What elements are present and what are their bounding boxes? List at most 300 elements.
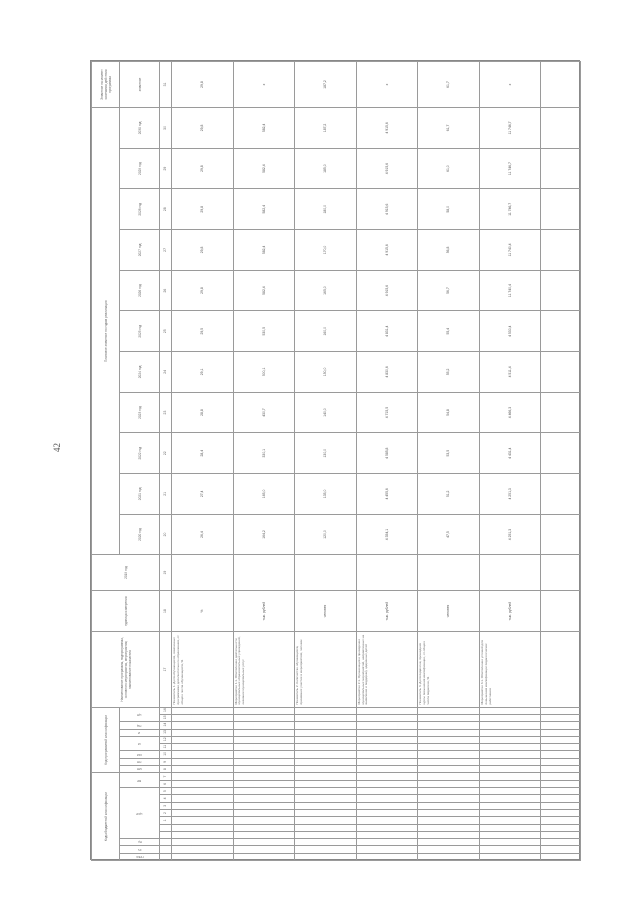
row-year-value: 164,2 xyxy=(233,514,295,555)
row-year-value: 29,8 xyxy=(172,148,234,189)
code-cell xyxy=(233,795,295,802)
code-cell xyxy=(172,773,234,780)
code-cell xyxy=(418,788,480,795)
column-index-cell: 13 xyxy=(160,729,172,736)
row-year-value: 29,1 xyxy=(172,352,234,393)
row-year-value: 582,4 xyxy=(233,189,295,230)
row-year-value: 4 354,1 xyxy=(356,514,418,555)
row-year-value: 4 251,3 xyxy=(479,514,541,555)
row-year-value xyxy=(541,108,581,149)
code-cell xyxy=(479,707,541,714)
code-cell xyxy=(541,744,581,751)
row-year-value xyxy=(541,230,581,271)
budget-classification-header: Коды бюджетной классификации xyxy=(92,773,120,861)
column-index-cell: 27 xyxy=(160,230,172,271)
row-year-value: 11 740,4 xyxy=(479,230,541,271)
table-row xyxy=(233,62,295,861)
col-pr-header: Пр xyxy=(137,840,142,845)
row-year-value: 4 831,4 xyxy=(356,311,418,352)
code-cell xyxy=(295,817,357,824)
row-base-value xyxy=(172,555,234,590)
row-year-value xyxy=(541,148,581,189)
code-cell xyxy=(418,722,480,729)
col-csr-header: ЦСР xyxy=(136,811,143,816)
code-cell xyxy=(233,744,295,751)
row-final-value xyxy=(541,62,581,108)
code-cell xyxy=(541,831,581,838)
code-cell xyxy=(356,795,418,802)
row-year-value: 120,0 xyxy=(295,514,357,555)
page-number: 42 xyxy=(52,443,62,452)
row-year-value: 29,8 xyxy=(172,189,234,230)
code-cell xyxy=(356,766,418,773)
program-indicators-table xyxy=(91,61,581,861)
column-index-cell: 2 xyxy=(160,809,172,816)
code-cell xyxy=(479,795,541,802)
code-cell xyxy=(541,853,581,860)
row-final-value: х xyxy=(356,62,418,108)
code-cell xyxy=(356,780,418,787)
row-base-value xyxy=(479,555,541,590)
code-cell xyxy=(418,831,480,838)
final-sub-header: значение xyxy=(120,62,160,108)
code-cell xyxy=(418,751,480,758)
code-cell xyxy=(479,736,541,743)
code-cell xyxy=(295,846,357,853)
row-year-value: 185,0 xyxy=(295,148,357,189)
row-year-value xyxy=(541,311,581,352)
row-description: Мероприятие 2.1. Организация и проведение муниципальных мероприятий, направленных на выявление и поддержку одаренных детей xyxy=(356,632,418,707)
table-row xyxy=(295,62,357,861)
row-year-value: 530,5 xyxy=(233,311,295,352)
code-cell xyxy=(356,846,418,853)
column-index-cell: 19 xyxy=(160,555,172,590)
code-cell xyxy=(233,773,295,780)
code-cell xyxy=(479,744,541,751)
row-year-value: 165,0 xyxy=(295,270,357,311)
row-unit: тыс. рублей xyxy=(233,590,295,632)
row-year-value: 4 530,4 xyxy=(479,311,541,352)
row-year-value: 11 746,7 xyxy=(479,189,541,230)
code-cell xyxy=(233,846,295,853)
col-m-header: М xyxy=(138,742,141,747)
code-cell xyxy=(541,722,581,729)
code-cell xyxy=(541,846,581,853)
code-cell xyxy=(356,817,418,824)
code-cell xyxy=(356,853,418,860)
row-unit: человек xyxy=(295,590,357,632)
row-unit: % xyxy=(172,590,234,632)
code-cell xyxy=(541,729,581,736)
code-cell xyxy=(479,780,541,787)
code-cell xyxy=(172,744,234,751)
column-index-cell: 22 xyxy=(160,433,172,474)
code-cell xyxy=(479,729,541,736)
code-cell xyxy=(295,714,357,721)
code-cell xyxy=(356,831,418,838)
column-index-cell: 6 xyxy=(160,780,172,787)
row-year-value xyxy=(541,474,581,515)
code-cell xyxy=(233,788,295,795)
row-year-value: 28,8 xyxy=(172,392,234,433)
row-year-value: 11 740,4 xyxy=(479,270,541,311)
column-index-cell: 15 xyxy=(160,714,172,721)
code-cell xyxy=(479,846,541,853)
code-cell xyxy=(295,744,357,751)
row-year-value: 29,8 xyxy=(172,230,234,271)
code-cell xyxy=(418,744,480,751)
code-cell xyxy=(233,714,295,721)
column-index-cell xyxy=(160,846,172,853)
base-year-header: 2019 год xyxy=(92,555,160,590)
code-cell xyxy=(541,751,581,758)
row-year-value: 54,8 xyxy=(418,392,480,433)
row-year-value xyxy=(541,352,581,393)
code-cell xyxy=(233,780,295,787)
row-year-value: 4 431,4 xyxy=(479,433,541,474)
code-cell xyxy=(233,802,295,809)
code-cell xyxy=(479,809,541,816)
table-row xyxy=(541,62,581,861)
row-year-value: 47,5 xyxy=(418,514,480,555)
row-year-value: 56,7 xyxy=(418,270,480,311)
row-description: Показатель 2. Количество обучающихся, принявших участие в мероприятиях, человек xyxy=(295,632,357,707)
row-year-value: 330,1 xyxy=(233,433,295,474)
column-index-cell xyxy=(160,824,172,831)
code-cell xyxy=(233,853,295,860)
row-year-value: 29,5 xyxy=(172,311,234,352)
row-year-value: 29,8 xyxy=(172,270,234,311)
row-year-value: 4 585,8 xyxy=(356,433,418,474)
code-cell xyxy=(418,758,480,765)
code-cell xyxy=(541,773,581,780)
row-unit xyxy=(541,590,581,632)
code-cell xyxy=(172,824,234,831)
code-cell xyxy=(356,839,418,846)
row-year-value xyxy=(541,189,581,230)
code-cell xyxy=(541,707,581,714)
code-cell xyxy=(172,729,234,736)
row-description xyxy=(541,632,581,707)
final-value-header: Значение на момент окончания действия программы xyxy=(92,62,120,108)
column-index-cell: 16 xyxy=(160,707,172,714)
code-cell xyxy=(418,824,480,831)
code-cell xyxy=(295,722,357,729)
column-index-cell: 7 xyxy=(160,773,172,780)
code-cell xyxy=(541,839,581,846)
planned-values-header: Плановое значение по годам реализации xyxy=(92,108,120,555)
row-final-value: 187,2 xyxy=(295,62,357,108)
row-year-value xyxy=(541,514,581,555)
row-final-value: х xyxy=(479,62,541,108)
code-cell xyxy=(418,802,480,809)
code-cell xyxy=(295,824,357,831)
code-cell xyxy=(356,773,418,780)
row-description: Показатель 1. Доля обучающихся, охваченных программами дополнительного образования, от общего числа обучающихся, % xyxy=(172,632,234,707)
row-year-value: 56,8 xyxy=(418,230,480,271)
code-cell xyxy=(172,722,234,729)
row-description: Мероприятие 3.1. Обеспечение условий для повышения квалификации педагогических работников xyxy=(479,632,541,707)
row-base-value xyxy=(418,555,480,590)
column-index-cell: 24 xyxy=(160,352,172,393)
row-year-value: 165,0 xyxy=(233,474,295,515)
code-cell xyxy=(233,729,295,736)
row-year-value: 11 746,7 xyxy=(479,108,541,149)
code-cell xyxy=(479,773,541,780)
code-cell xyxy=(479,722,541,729)
col-vr-header: ВР xyxy=(137,779,142,784)
code-cell xyxy=(172,795,234,802)
column-index-cell xyxy=(160,853,172,860)
rotated-table-frame xyxy=(91,61,581,861)
row-year-value: 582,4 xyxy=(233,148,295,189)
code-cell xyxy=(356,824,418,831)
code-cell xyxy=(295,773,357,780)
code-cell xyxy=(541,788,581,795)
code-cell xyxy=(233,751,295,758)
row-final-value: х xyxy=(233,62,295,108)
code-cell xyxy=(295,795,357,802)
table-row xyxy=(479,62,541,861)
code-cell xyxy=(172,707,234,714)
row-unit: человек xyxy=(418,590,480,632)
row-year-value: 51,2 xyxy=(418,474,480,515)
code-cell xyxy=(233,758,295,765)
code-cell xyxy=(541,795,581,802)
code-cell xyxy=(233,722,295,729)
column-index-cell: 12 xyxy=(160,736,172,743)
code-cell xyxy=(479,853,541,860)
row-year-value: 55,4 xyxy=(418,311,480,352)
code-cell xyxy=(295,751,357,758)
column-index-cell: 21 xyxy=(160,474,172,515)
table-row xyxy=(356,62,418,861)
code-cell xyxy=(541,758,581,765)
code-cell xyxy=(172,802,234,809)
row-year-value: 582,4 xyxy=(233,108,295,149)
code-cell xyxy=(541,809,581,816)
code-cell xyxy=(172,831,234,838)
code-cell xyxy=(295,736,357,743)
row-year-value: 58,0 xyxy=(418,189,480,230)
code-cell xyxy=(479,824,541,831)
code-cell xyxy=(295,802,357,809)
column-index-cell: 28 xyxy=(160,189,172,230)
column-index-cell: 3 xyxy=(160,802,172,809)
code-cell xyxy=(172,817,234,824)
column-index-cell: 11 xyxy=(160,744,172,751)
row-year-value: 61,7 xyxy=(418,108,480,149)
row-year-value xyxy=(541,392,581,433)
year-2025-header: 2025 год xyxy=(120,311,160,352)
code-cell xyxy=(295,780,357,787)
column-index-cell: 23 xyxy=(160,392,172,433)
row-year-value: 4 511,4 xyxy=(479,352,541,393)
code-cell xyxy=(295,831,357,838)
code-cell xyxy=(172,751,234,758)
column-index-row xyxy=(160,62,172,861)
row-description: Показатель 3. Доля педагогов, прошедших курсы повышения квалификации, от общего числа педагогов, % xyxy=(418,632,480,707)
table-row xyxy=(172,62,234,861)
column-index-cell: 4 xyxy=(160,795,172,802)
code-cell xyxy=(356,707,418,714)
code-cell xyxy=(418,766,480,773)
code-cell xyxy=(541,736,581,743)
goal-name-header: Наименование программы, подпрограммы, основного мероприятия, мероприятия; наименование показателя xyxy=(92,632,160,707)
row-base-value xyxy=(541,555,581,590)
row-description: Мероприятие 1.1. Обеспечение деятельности муниципальных образовательных учреждений, оказание муниципальных услуг xyxy=(233,632,295,707)
year-2021-header: 2021 год xyxy=(120,474,160,515)
code-cell xyxy=(356,714,418,721)
code-cell xyxy=(172,714,234,721)
row-year-value xyxy=(541,270,581,311)
code-cell xyxy=(172,736,234,743)
rotated-table-sheet xyxy=(90,60,580,860)
table-body xyxy=(172,62,581,861)
row-year-value: 61,0 xyxy=(418,148,480,189)
col-pp-header: ПП xyxy=(137,760,142,765)
year-2029-header: 2029 год xyxy=(120,148,160,189)
row-year-value: 53,5 xyxy=(418,433,480,474)
column-index-cell: 20 xyxy=(160,514,172,555)
column-index-cell: 30 xyxy=(160,108,172,149)
row-final-value: 29,8 xyxy=(172,62,234,108)
code-cell xyxy=(418,736,480,743)
year-2023-header: 2023 год xyxy=(120,392,160,433)
year-2024-header: 2024 год xyxy=(120,352,160,393)
row-base-value xyxy=(233,555,295,590)
column-index-cell: 10 xyxy=(160,751,172,758)
code-cell xyxy=(541,824,581,831)
row-year-value: 582,4 xyxy=(233,270,295,311)
code-cell xyxy=(479,751,541,758)
row-year-value: 4 455,6 xyxy=(356,474,418,515)
row-year-value: 150,0 xyxy=(295,352,357,393)
code-cell xyxy=(295,809,357,816)
row-year-value: 4 915,6 xyxy=(356,230,418,271)
code-cell xyxy=(418,729,480,736)
column-index-cell: 26 xyxy=(160,270,172,311)
row-year-value: 28,4 xyxy=(172,433,234,474)
row-final-value: 61,7 xyxy=(418,62,480,108)
code-cell xyxy=(233,831,295,838)
code-cell xyxy=(295,758,357,765)
code-cell xyxy=(479,817,541,824)
year-2026-header: 2026 год xyxy=(120,270,160,311)
code-cell xyxy=(233,824,295,831)
code-cell xyxy=(479,766,541,773)
col-cp-header: ЦП xyxy=(137,713,142,718)
code-cell xyxy=(541,714,581,721)
row-year-value: 26,4 xyxy=(172,514,234,555)
code-cell xyxy=(356,722,418,729)
code-cell xyxy=(233,736,295,743)
row-year-value: 4 251,3 xyxy=(479,474,541,515)
column-index-cell: 29 xyxy=(160,148,172,189)
column-index-cell: 9 xyxy=(160,758,172,765)
code-cell xyxy=(479,714,541,721)
row-base-value xyxy=(356,555,418,590)
column-index-cell: 25 xyxy=(160,311,172,352)
row-year-value xyxy=(541,433,581,474)
row-year-value: 55,2 xyxy=(418,352,480,393)
code-cell xyxy=(541,802,581,809)
code-cell xyxy=(479,758,541,765)
code-cell xyxy=(356,809,418,816)
code-cell xyxy=(172,853,234,860)
code-cell xyxy=(233,809,295,816)
code-cell xyxy=(356,758,418,765)
code-cell xyxy=(356,788,418,795)
column-index-cell: 8 xyxy=(160,766,172,773)
row-year-value: 582,4 xyxy=(233,230,295,271)
row-year-value: 4 715,5 xyxy=(356,392,418,433)
code-cell xyxy=(295,839,357,846)
code-cell xyxy=(418,773,480,780)
column-index-cell: 1 xyxy=(160,817,172,824)
column-index-cell xyxy=(160,831,172,838)
col-om-header: ОМ xyxy=(137,752,142,757)
code-cell xyxy=(295,766,357,773)
col-rz-header: Рз xyxy=(137,847,142,852)
code-cell xyxy=(541,766,581,773)
code-cell xyxy=(233,766,295,773)
row-year-value: 140,0 xyxy=(295,392,357,433)
code-cell xyxy=(541,817,581,824)
row-base-value xyxy=(295,555,357,590)
row-year-value: 4 466,3 xyxy=(479,392,541,433)
row-year-value: 130,0 xyxy=(295,433,357,474)
col-mp-header: МП xyxy=(137,767,142,772)
row-year-value: 187,2 xyxy=(295,108,357,149)
code-cell xyxy=(295,853,357,860)
year-2028-header: 2028 год xyxy=(120,189,160,230)
code-cell xyxy=(356,744,418,751)
column-index-cell xyxy=(160,839,172,846)
code-cell xyxy=(356,736,418,743)
row-year-value: 180,0 xyxy=(295,189,357,230)
row-unit: тыс. рублей xyxy=(479,590,541,632)
code-cell xyxy=(418,795,480,802)
row-year-value: 27,4 xyxy=(172,474,234,515)
code-cell xyxy=(356,751,418,758)
row-year-value: 4 915,6 xyxy=(356,108,418,149)
row-year-value: 4 830,6 xyxy=(356,352,418,393)
code-cell xyxy=(233,707,295,714)
year-2027-header: 2027 год xyxy=(120,230,160,271)
row-year-value: 170,0 xyxy=(295,230,357,271)
column-index-cell: 18 xyxy=(160,590,172,632)
year-2022-header: 2022 год xyxy=(120,433,160,474)
code-cell xyxy=(479,831,541,838)
code-cell xyxy=(172,846,234,853)
unit-header: единица измерения xyxy=(92,590,160,632)
row-year-value: 4 915,6 xyxy=(356,189,418,230)
code-cell xyxy=(541,780,581,787)
code-cell xyxy=(295,707,357,714)
column-index-cell: 5 xyxy=(160,788,172,795)
row-year-value: 4 915,6 xyxy=(356,270,418,311)
code-cell xyxy=(233,839,295,846)
table-row xyxy=(418,62,480,861)
code-cell xyxy=(418,853,480,860)
column-index-cell: 14 xyxy=(160,722,172,729)
col-grbs-header: ГРБС xyxy=(135,855,144,859)
column-index-cell: 31 xyxy=(160,62,172,108)
code-cell xyxy=(172,788,234,795)
row-year-value: 4 915,6 xyxy=(356,148,418,189)
code-cell xyxy=(295,729,357,736)
